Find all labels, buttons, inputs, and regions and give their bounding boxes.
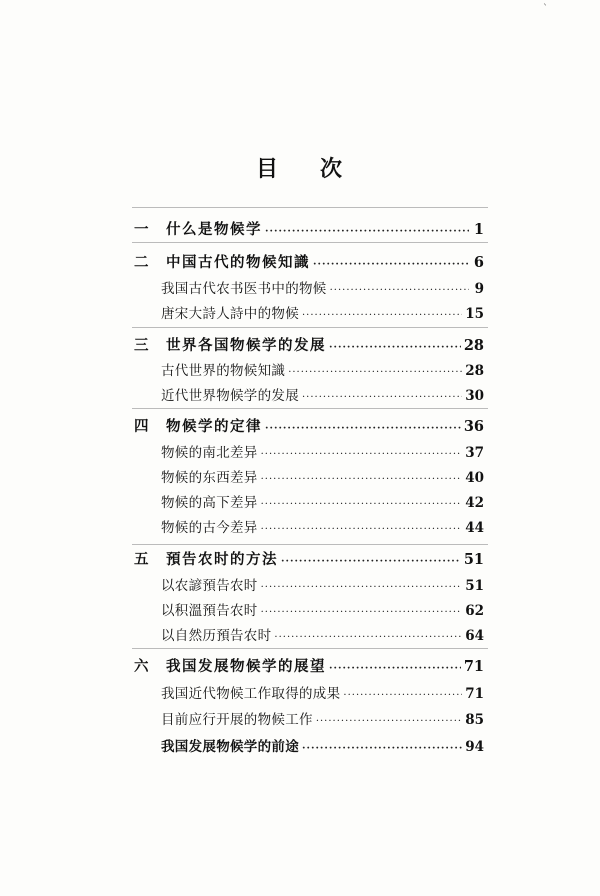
title-char-2: 次 <box>320 156 345 182</box>
page-number: 37 <box>465 445 484 461</box>
page-number: 6 <box>473 254 484 271</box>
entry-title: 唐宋大詩人詩中的物候 <box>161 306 299 322</box>
entry-title: 物候的南北差异 <box>161 445 258 461</box>
toc-entry-chapter[interactable] <box>134 415 484 435</box>
entry-title: 以积溫預告农时 <box>161 603 258 619</box>
leader-dots <box>274 632 462 643</box>
divider <box>132 648 488 649</box>
chapter-number: 六 <box>134 658 150 675</box>
entry-title: 目前应行开展的物候工作 <box>161 712 313 728</box>
divider <box>132 242 488 243</box>
leader-dots <box>330 285 469 296</box>
page-number: 62 <box>465 603 484 619</box>
toc-entry-section[interactable] <box>161 599 484 619</box>
entry-title: 物候的高下差异 <box>161 495 258 511</box>
entry-title: 預告农时的方法 <box>166 551 278 568</box>
toc-entry-section[interactable] <box>161 359 484 379</box>
entry-title: 物候的古今差异 <box>161 520 258 536</box>
divider <box>132 327 488 328</box>
toc-entry-chapter[interactable] <box>134 251 484 271</box>
toc-entry-section[interactable] <box>161 624 484 644</box>
page-number: 64 <box>465 628 484 644</box>
leader-dots <box>261 524 463 535</box>
toc-entry-section[interactable] <box>161 574 484 594</box>
page-number: 51 <box>465 578 484 594</box>
divider <box>132 544 488 545</box>
leader-dots <box>261 449 463 460</box>
entry-title: 我国发展物候学的前途 <box>161 739 299 755</box>
entry-title: 什么是物候学 <box>166 221 262 238</box>
leader-dots <box>329 663 461 674</box>
page-number: 42 <box>465 495 484 511</box>
toc-entry-section[interactable] <box>161 302 484 322</box>
chapter-number: 一 <box>134 221 150 238</box>
divider <box>132 207 488 208</box>
page-number: 9 <box>474 281 484 297</box>
page-number: 85 <box>465 712 484 728</box>
toc-entry-section[interactable] <box>161 682 484 702</box>
leader-dots <box>302 392 462 403</box>
entry-title: 以自然历預告农时 <box>161 628 272 644</box>
entry-title: 近代世界物候学的发展 <box>161 388 299 404</box>
leader-dots <box>261 582 463 593</box>
toc-entry-chapter[interactable] <box>134 218 484 238</box>
leader-dots <box>313 259 469 270</box>
corner-mark: ` <box>543 4 548 15</box>
toc-entry-section[interactable] <box>161 384 484 404</box>
toc-entry-chapter[interactable] <box>134 334 484 354</box>
page-number: 36 <box>463 418 484 435</box>
entry-title: 中国古代的物候知識 <box>166 254 310 271</box>
page-number: 30 <box>465 388 484 404</box>
leader-dots <box>288 367 462 378</box>
page-number: 94 <box>465 739 484 755</box>
entry-title: 我国古代农书医书中的物候 <box>161 281 327 297</box>
leader-dots <box>261 607 463 618</box>
page-number: 71 <box>463 658 484 675</box>
toc-entry-section[interactable] <box>161 466 484 486</box>
entry-title: 物候学的定律 <box>166 418 262 435</box>
page-number: 40 <box>465 470 484 486</box>
chapter-number: 三 <box>134 337 150 354</box>
page-number: 1 <box>473 221 484 238</box>
entry-title: 我国近代物候工作取得的成果 <box>161 686 341 702</box>
leader-dots <box>302 310 462 321</box>
page-title <box>0 152 600 183</box>
title-char-1: 目 <box>255 156 280 182</box>
toc-entry-chapter[interactable] <box>134 655 484 675</box>
leader-dots <box>265 226 469 237</box>
page-number: 28 <box>463 337 484 354</box>
chapter-number: 五 <box>134 551 150 568</box>
chapter-number: 四 <box>134 418 150 435</box>
entry-title: 以农諺預告农时 <box>161 578 258 594</box>
toc-entry-section[interactable] <box>161 441 484 461</box>
entry-title: 世界各国物候学的发展 <box>166 337 326 354</box>
leader-dots <box>329 342 461 353</box>
toc-entry-section[interactable] <box>161 516 484 536</box>
toc-entry-chapter[interactable] <box>134 548 484 568</box>
toc-entry-section[interactable] <box>161 708 484 728</box>
toc-entry-section[interactable] <box>161 735 484 755</box>
entry-title: 我国发展物候学的展望 <box>166 658 326 675</box>
toc-entry-section[interactable] <box>161 277 484 297</box>
page-number: 51 <box>463 551 484 568</box>
leader-dots <box>302 743 462 754</box>
leader-dots <box>265 423 461 434</box>
page-number: 15 <box>465 306 484 322</box>
chapter-number: 二 <box>134 254 150 271</box>
entry-title: 物候的东西差异 <box>161 470 258 486</box>
page-number: 44 <box>465 520 484 536</box>
entry-title: 古代世界的物候知識 <box>161 363 286 379</box>
page-number: 71 <box>465 686 484 702</box>
toc-entry-section[interactable] <box>161 491 484 511</box>
leader-dots <box>343 690 462 701</box>
page-number: 28 <box>465 363 484 379</box>
leader-dots <box>316 716 462 727</box>
leader-dots <box>261 499 463 510</box>
divider <box>132 408 488 409</box>
leader-dots <box>261 474 463 485</box>
leader-dots <box>281 556 461 567</box>
